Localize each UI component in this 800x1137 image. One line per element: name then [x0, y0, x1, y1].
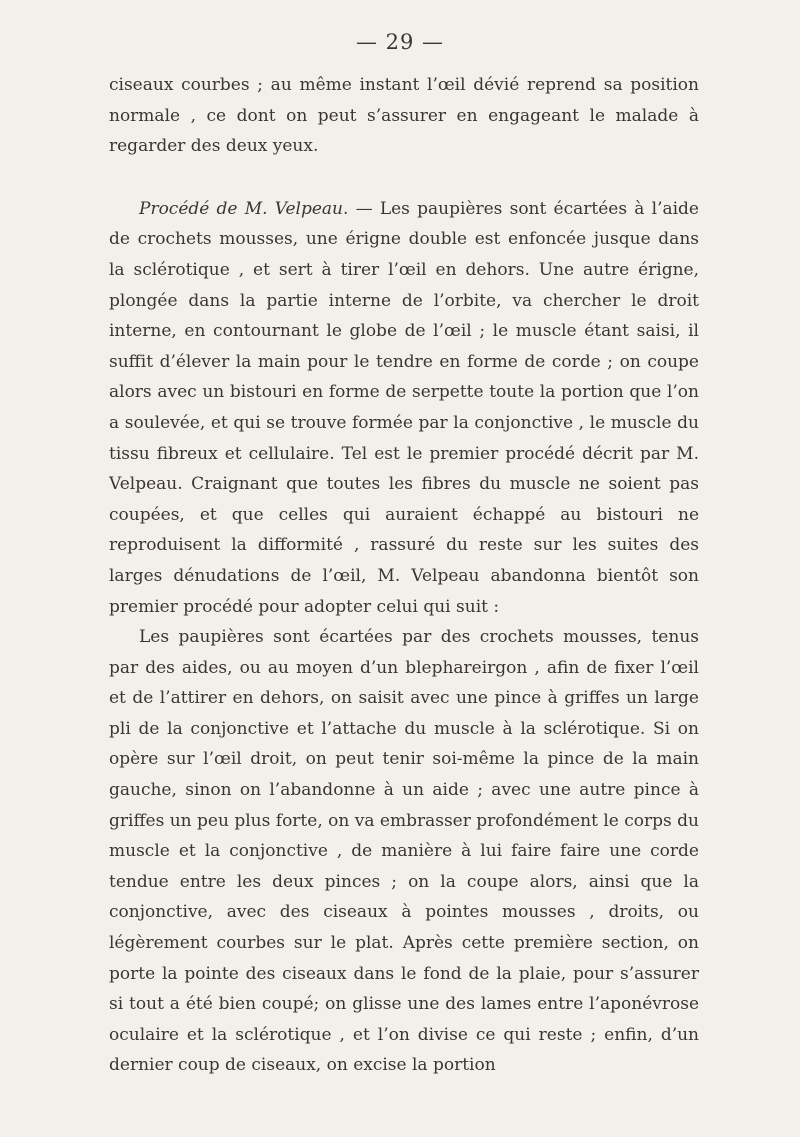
page-number: — 29 —	[355, 30, 445, 54]
paragraph-3	[109, 622, 699, 1081]
paragraph-1	[109, 70, 699, 162]
paragraph-gap	[109, 162, 699, 194]
paragraph-1-text: ciseaux courbes ; au même instant l’œil dévié reprend sa position normale , ce dont on peut s’assurer en engageant le malade à regarder des deux yeux.	[109, 75, 699, 157]
paragraph-2-heading: Procédé de M. Velpeau.	[139, 198, 349, 219]
body-text	[109, 70, 699, 1081]
paragraph-2-text: — Les paupières sont écartées à l’aide de crochets mousses, une érigne double est enfoncée jusque dans la sclérotique , et sert à tirer l’œil en dehors. Une autre érigne, plongée dans la partie interne de l’orbite, va chercher le droit interne, en contournant le globe de l’œil ; le muscle étant saisi, il suffit d’élever la main pour le tendre en forme de corde ; on coupe alors avec un bistouri en forme de serpette toute la portion que l’on a soulevée, et qui se trouve formée par la conjonctive , le muscle du tissu fibreux et cellulaire. Tel est le premier procédé décrit par M. Velpeau. Craignant que toutes les fibres du muscle ne soient pas coupées, et que celles qui auraient échappé au bistouri ne reproduisent la difformité , rassuré du reste sur les suites des larges dénudations de l’œil, M. Velpeau abandonna bientôt son premier procédé pour adopter celui qui suit :	[109, 198, 699, 617]
paragraph-2	[109, 194, 699, 622]
paragraph-3-text: Les paupières sont écartées par des crochets mousses, tenus par des aides, ou au moyen d’un blephareirgon , afin de fixer l’œil et de l’attirer en dehors, on saisit avec une pince à griffes un large pli de la conjonctive et l’attache du muscle à la sclérotique. Si on opère sur l’œil droit, on peut tenir soi-même la pince de la main gauche, sinon on l’abandonne à un aide ; avec une autre pince à griffes un peu plus forte, on va embrasser profondément le corps du muscle et la conjonctive , de manière à lui faire faire une corde tendue entre les deux pinces ; on la coupe alors, ainsi que la conjonctive, avec des ciseaux à pointes mousses , droits, ou légèrement courbes sur le plat. Après cette première section, on porte la pointe des ciseaux dans le fond de la plaie, pour s’assurer si tout a été bien coupé; on glisse une des lames entre l’aponévrose oculaire et la sclérotique , et l’on divise ce qui reste ; enfin, d’un dernier coup de ciseaux, on excise la portion	[109, 627, 699, 1076]
